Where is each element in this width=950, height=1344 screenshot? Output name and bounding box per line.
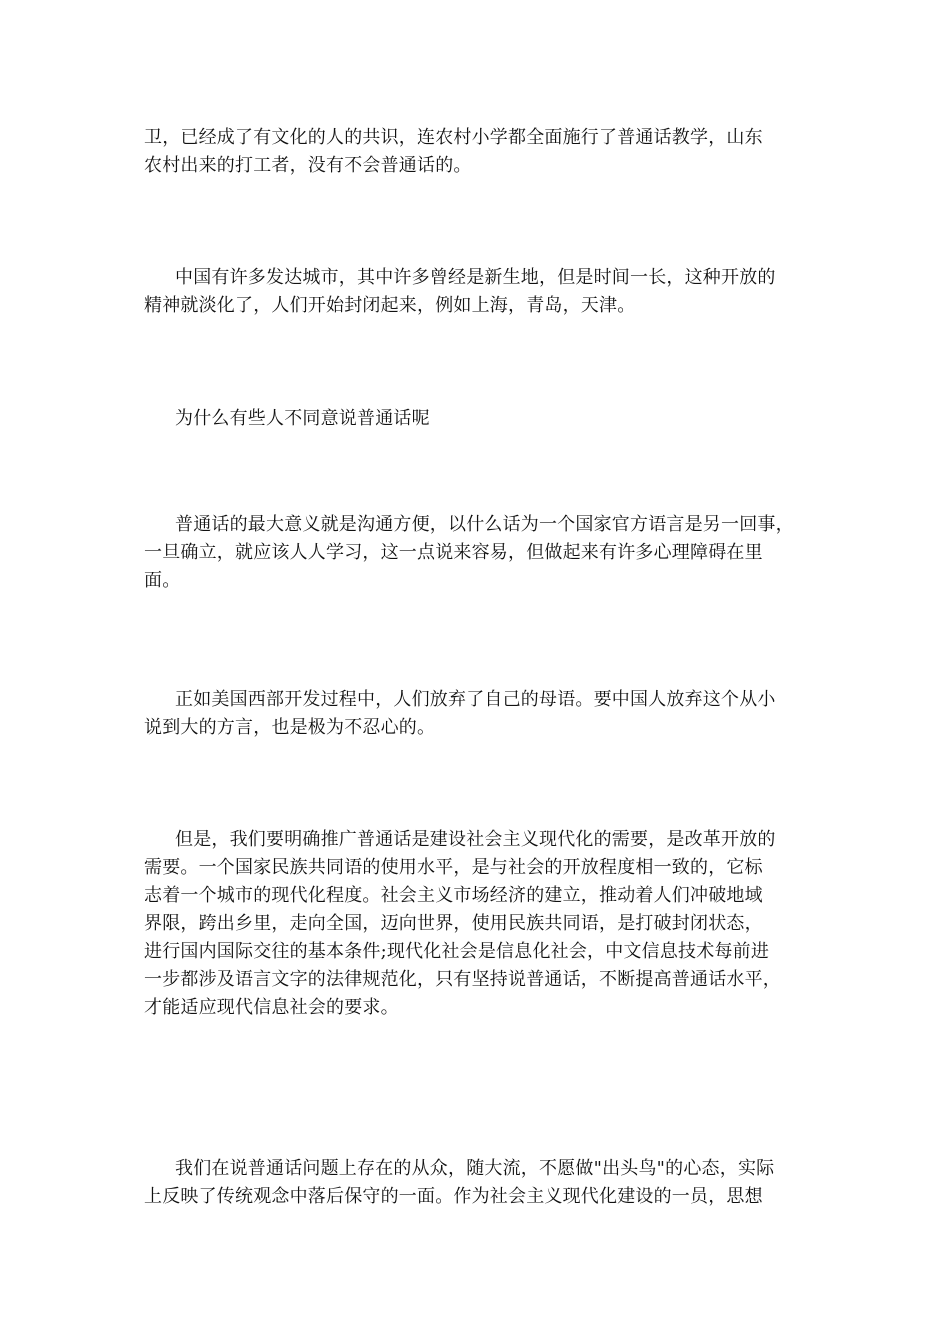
text-line: 进行国内国际交往的基本条件;现代化社会是信息化社会，中文信息技术每前进 <box>144 941 770 962</box>
paragraph-question <box>144 405 814 433</box>
paragraph-meaning <box>144 511 814 595</box>
text-line: 为什么有些人不同意说普通话呢 <box>175 408 430 429</box>
text-line: 农村出来的打工者，没有不会普通话的。 <box>144 155 472 176</box>
paragraph-continuation <box>144 124 814 180</box>
text-line: 说到大的方言，也是极为不忍心的。 <box>144 717 436 738</box>
text-line: 面。 <box>144 570 181 591</box>
text-line: 正如美国西部开发过程中，人们放弃了自己的母语。要中国人放弃这个从小 <box>175 689 776 710</box>
text-line: 上反映了传统观念中落后保守的一面。作为社会主义现代化建设的一员，思想 <box>144 1186 763 1207</box>
paragraph-modernization <box>144 826 814 1022</box>
text-line: 一步都涉及语言文字的法律规范化，只有坚持说普通话，不断提高普通话水平， <box>144 969 781 990</box>
paragraph-cities <box>144 264 814 320</box>
text-line: 但是，我们要明确推广普通话是建设社会主义现代化的需要，是改革开放的 <box>175 829 776 850</box>
text-line: 才能适应现代信息社会的要求。 <box>144 997 399 1018</box>
paragraph-west <box>144 686 814 742</box>
text-line: 需要。一个国家民族共同语的使用水平，是与社会的开放程度相一致的，它标 <box>144 857 763 878</box>
text-line: 中国有许多发达城市，其中许多曾经是新生地，但是时间一长，这种开放的 <box>175 267 776 288</box>
text-line: 一旦确立，就应该人人学习，这一点说来容易，但做起来有许多心理障碍在里 <box>144 542 763 563</box>
text-line: 精神就淡化了，人们开始封闭起来，例如上海，青岛，天津。 <box>144 295 636 316</box>
text-line: 志着一个城市的现代化程度。社会主义市场经济的建立，推动着人们冲破地域 <box>144 885 763 906</box>
paragraph-conformity <box>144 1155 814 1211</box>
text-line: 卫，已经成了有文化的人的共识，连农村小学都全面施行了普通话教学，山东 <box>144 127 763 148</box>
text-line: 普通话的最大意义就是沟通方便，以什么话为一个国家官方语言是另一回事， <box>175 514 794 535</box>
text-line: 界限，跨出乡里，走向全国，迈向世界，使用民族共同语，是打破封闭状态， <box>144 913 763 934</box>
text-line: 我们在说普通话问题上存在的从众，随大流，不愿做"出头鸟"的心态，实际 <box>175 1158 775 1179</box>
